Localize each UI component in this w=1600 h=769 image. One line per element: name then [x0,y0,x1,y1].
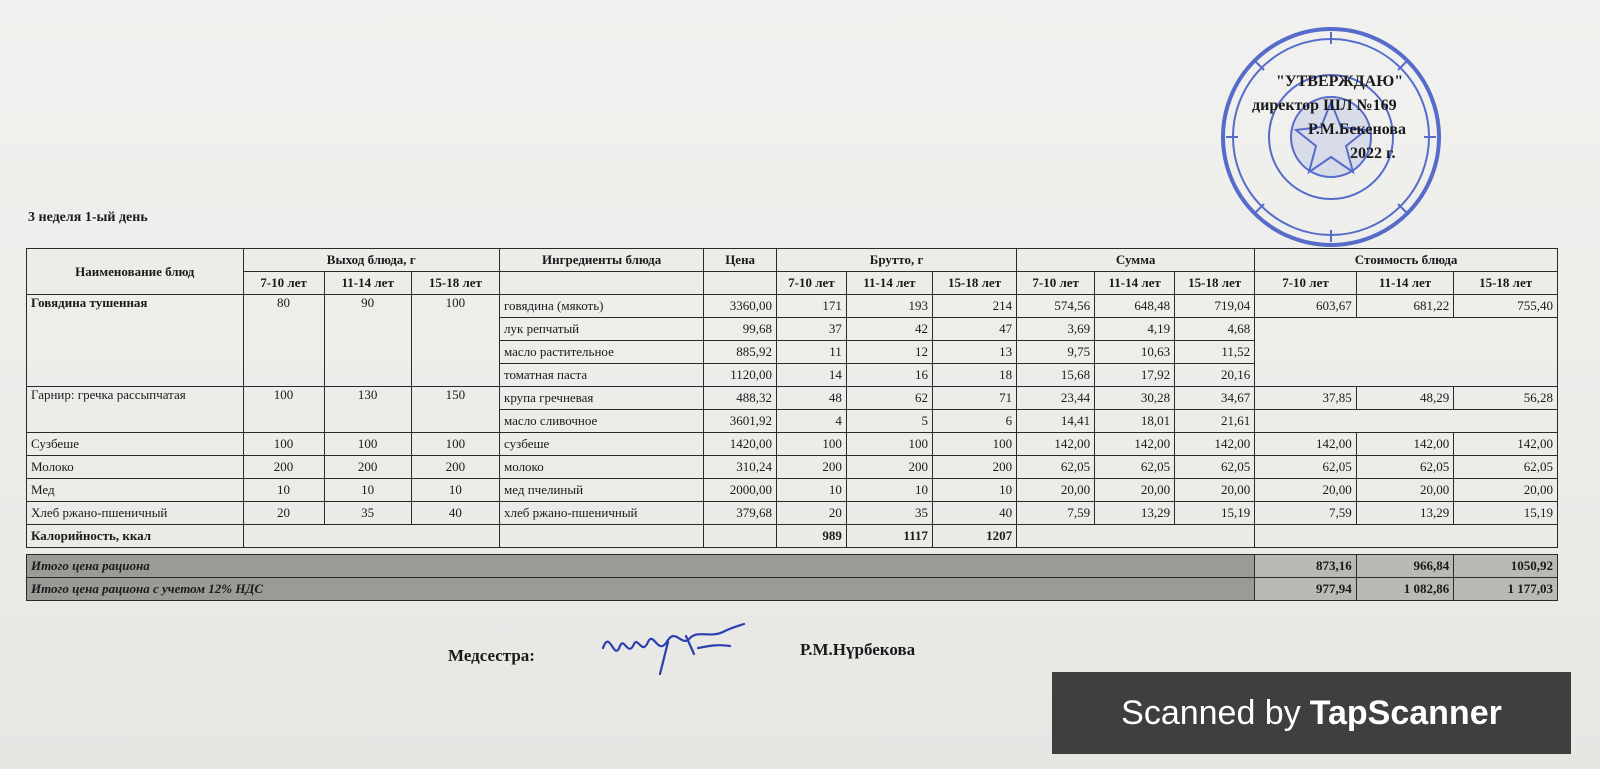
ingredient: говядина (мякоть) [500,295,704,318]
header-age: 11-14 лет [846,272,932,295]
gross-11-14: 62 [846,387,932,410]
table-header-row [27,249,1558,272]
nurse-name: Р.М.Нүрбекова [800,640,916,659]
cost-7-10: 142,00 [1255,433,1357,456]
sum-11-14: 20,00 [1095,479,1175,502]
calories-empty [500,525,704,548]
gross-11-14: 200 [846,456,932,479]
sum-11-14: 18,01 [1095,410,1175,433]
ingredient: молоко [500,456,704,479]
gross-7-10: 20 [777,502,847,525]
sum-11-14: 30,28 [1095,387,1175,410]
price: 3360,00 [704,295,777,318]
cost-15-18: 20,00 [1454,479,1558,502]
table-subheader-row [27,272,1558,295]
dish-name: Гарнир: гречка рассыпчатая [27,387,244,433]
price: 99,68 [704,318,777,341]
cost-7-10: 20,00 [1255,479,1357,502]
sum-15-18: 34,67 [1175,387,1255,410]
sum-7-10: 23,44 [1017,387,1095,410]
ingredient: томатная паста [500,364,704,387]
gross-7-10: 48 [777,387,847,410]
cost-11-14: 48,29 [1356,387,1453,410]
price: 488,32 [704,387,777,410]
sum-11-14: 648,48 [1095,295,1175,318]
price: 1420,00 [704,433,777,456]
header-age: 15-18 лет [1454,272,1558,295]
ingredient: мед пчелиный [500,479,704,502]
gross-15-18: 10 [933,479,1017,502]
spacer [27,548,1558,555]
gross-11-14: 100 [846,433,932,456]
gross-15-18: 100 [933,433,1017,456]
gross-11-14: 12 [846,341,932,364]
total-vat-15-18: 1 177,03 [1454,578,1558,601]
ingredient: масло растительное [500,341,704,364]
output-15-18: 100 [411,295,499,387]
sum-7-10: 15,68 [1017,364,1095,387]
cost-7-10: 7,59 [1255,502,1357,525]
sum-11-14: 10,63 [1095,341,1175,364]
nurse-label: Медсестра: [448,646,535,665]
gross-7-10: 11 [777,341,847,364]
sum-11-14: 142,00 [1095,433,1175,456]
sum-7-10: 7,59 [1017,502,1095,525]
sum-15-18: 4,68 [1175,318,1255,341]
total-ration-11-14: 966,84 [1356,555,1453,578]
output-11-14: 35 [324,502,411,525]
cost-15-18: 62,05 [1454,456,1558,479]
table-row [27,387,1558,410]
gross-11-14: 16 [846,364,932,387]
approval-title: "УТВЕРЖДАЮ" [1276,73,1404,90]
sum-15-18: 21,61 [1175,410,1255,433]
output-11-14: 200 [324,456,411,479]
gross-7-10: 100 [777,433,847,456]
calories-11-14: 1117 [846,525,932,548]
header-age: 15-18 лет [1175,272,1255,295]
cost-15-18: 15,19 [1454,502,1558,525]
header-empty [704,272,777,295]
output-15-18: 10 [411,479,499,502]
header-dish-name: Наименование блюд [27,249,244,295]
sum-7-10: 62,05 [1017,456,1095,479]
output-15-18: 150 [411,387,499,433]
gross-11-14: 35 [846,502,932,525]
header-ingredients: Ингредиенты блюда [500,249,704,272]
header-gross: Брутто, г [777,249,1017,272]
gross-7-10: 37 [777,318,847,341]
cost-11-14: 20,00 [1356,479,1453,502]
output-11-14: 10 [324,479,411,502]
cost-15-18: 56,28 [1454,387,1558,410]
ingredient: крупа гречневая [500,387,704,410]
header-age: 7-10 лет [243,272,324,295]
output-15-18: 100 [411,433,499,456]
sum-15-18: 15,19 [1175,502,1255,525]
approval-name: Р.М.Бекенова [1308,121,1406,138]
calories-15-18: 1207 [933,525,1017,548]
price: 885,92 [704,341,777,364]
menu-cost-table [26,248,1558,601]
calories-empty [1017,525,1255,548]
table-row [27,456,1558,479]
total-vat-11-14: 1 082,86 [1356,578,1453,601]
gross-15-18: 71 [933,387,1017,410]
cost-7-10: 603,67 [1255,295,1357,318]
calories-label: Калорийность, ккал [27,525,244,548]
sum-7-10: 20,00 [1017,479,1095,502]
header-age: 7-10 лет [1255,272,1357,295]
gross-7-10: 14 [777,364,847,387]
calories-empty [1255,525,1558,548]
header-output: Выход блюда, г [243,249,500,272]
sum-11-14: 13,29 [1095,502,1175,525]
approval-position: директор ШЛ №169 [1252,97,1397,114]
calories-7-10: 989 [777,525,847,548]
total-vat-7-10: 977,94 [1255,578,1357,601]
sum-15-18: 20,16 [1175,364,1255,387]
output-11-14: 100 [324,433,411,456]
output-7-10: 20 [243,502,324,525]
sum-11-14: 4,19 [1095,318,1175,341]
sum-15-18: 62,05 [1175,456,1255,479]
cost-empty [1255,318,1558,387]
totals-vat-row [27,578,1558,601]
calories-empty [243,525,500,548]
cost-11-14: 13,29 [1356,502,1453,525]
gross-7-10: 171 [777,295,847,318]
sum-7-10: 14,41 [1017,410,1095,433]
total-vat-label: Итого цена рациона с учетом 12% НДС [27,578,1255,601]
price: 379,68 [704,502,777,525]
total-ration-15-18: 1050,92 [1454,555,1558,578]
sum-15-18: 719,04 [1175,295,1255,318]
cost-empty [1255,410,1558,433]
header-age: 7-10 лет [1017,272,1095,295]
sum-11-14: 17,92 [1095,364,1175,387]
gross-7-10: 200 [777,456,847,479]
gross-11-14: 5 [846,410,932,433]
sum-7-10: 9,75 [1017,341,1095,364]
sum-15-18: 20,00 [1175,479,1255,502]
gross-15-18: 6 [933,410,1017,433]
gross-15-18: 200 [933,456,1017,479]
gross-11-14: 10 [846,479,932,502]
ingredient: хлеб ржано-пшеничный [500,502,704,525]
output-11-14: 90 [324,295,411,387]
dish-name: Хлеб ржано-пшеничный [27,502,244,525]
output-7-10: 200 [243,456,324,479]
gross-15-18: 47 [933,318,1017,341]
price: 3601,92 [704,410,777,433]
cost-7-10: 62,05 [1255,456,1357,479]
gross-15-18: 40 [933,502,1017,525]
cost-11-14: 142,00 [1356,433,1453,456]
cost-11-14: 681,22 [1356,295,1453,318]
calories-row [27,525,1558,548]
handwritten-signature [598,618,748,678]
sum-15-18: 11,52 [1175,341,1255,364]
sum-7-10: 142,00 [1017,433,1095,456]
header-dish-cost: Стоимость блюда [1255,249,1558,272]
output-15-18: 40 [411,502,499,525]
header-price: Цена [704,249,777,272]
ingredient: масло сливочное [500,410,704,433]
header-age: 15-18 лет [933,272,1017,295]
dish-name: Молоко [27,456,244,479]
total-ration-label: Итого цена рациона [27,555,1255,578]
gross-7-10: 10 [777,479,847,502]
header-empty [500,272,704,295]
gross-11-14: 42 [846,318,932,341]
cost-15-18: 755,40 [1454,295,1558,318]
totals-ration-row [27,555,1558,578]
spacer-row [27,548,1558,555]
scanner-watermark [1052,672,1571,754]
header-age: 15-18 лет [411,272,499,295]
approval-date: 2022 г. [1350,145,1396,162]
sum-7-10: 574,56 [1017,295,1095,318]
gross-7-10: 4 [777,410,847,433]
header-age: 11-14 лет [1356,272,1453,295]
output-15-18: 200 [411,456,499,479]
scanner-watermark-prefix: Scanned by [1121,693,1301,732]
gross-11-14: 193 [846,295,932,318]
sum-11-14: 62,05 [1095,456,1175,479]
calories-empty [704,525,777,548]
price: 310,24 [704,456,777,479]
price: 2000,00 [704,479,777,502]
header-sum: Сумма [1017,249,1255,272]
table-row [27,502,1558,525]
price: 1120,00 [704,364,777,387]
dish-name: Сузбеше [27,433,244,456]
table-row [27,479,1558,502]
table-row [27,433,1558,456]
total-ration-7-10: 873,16 [1255,555,1357,578]
cost-11-14: 62,05 [1356,456,1453,479]
sum-15-18: 142,00 [1175,433,1255,456]
gross-15-18: 214 [933,295,1017,318]
output-11-14: 130 [324,387,411,433]
gross-15-18: 13 [933,341,1017,364]
sum-7-10: 3,69 [1017,318,1095,341]
header-age: 11-14 лет [324,272,411,295]
approval-block [1238,70,1478,166]
week-day-title: 3 неделя 1-ый день [28,210,148,225]
output-7-10: 100 [243,433,324,456]
dish-name: Говядина тушенная [27,295,244,387]
cost-7-10: 37,85 [1255,387,1357,410]
output-7-10: 10 [243,479,324,502]
header-age: 11-14 лет [1095,272,1175,295]
gross-15-18: 18 [933,364,1017,387]
cost-15-18: 142,00 [1454,433,1558,456]
ingredient: лук репчатый [500,318,704,341]
dish-name: Мед [27,479,244,502]
header-age: 7-10 лет [777,272,847,295]
scanner-watermark-brand: TapScanner [1309,693,1502,732]
output-7-10: 80 [243,295,324,387]
table-row [27,295,1558,318]
output-7-10: 100 [243,387,324,433]
ingredient: сузбеше [500,433,704,456]
